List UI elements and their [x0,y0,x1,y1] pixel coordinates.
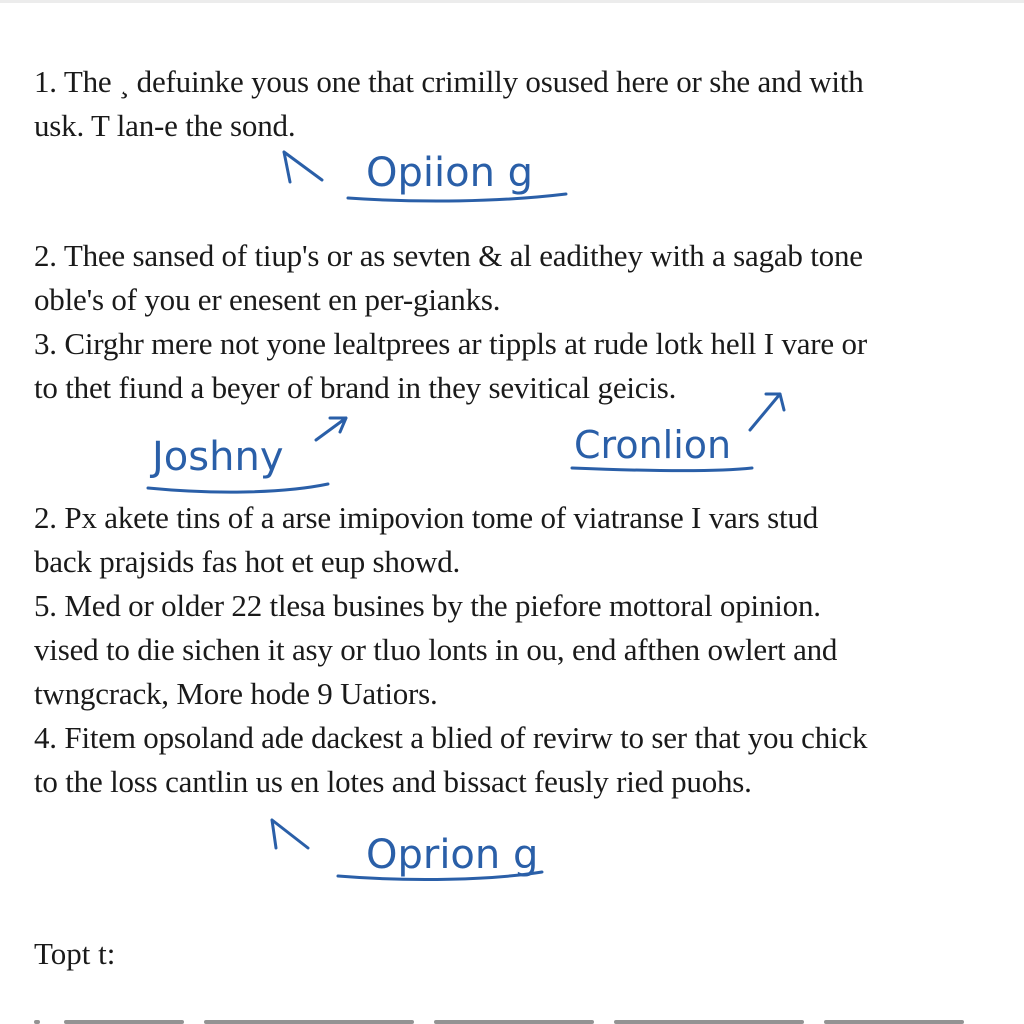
paragraph-3-line-1: 2. Px akete tins of a arse imipovion tome of viatranse I vars stud [34,500,819,535]
paragraph-1-line-1: 1. The ¸ defuinke yous one that crimilly osused here or she and with [34,64,864,99]
arrow-icon [750,394,784,430]
paragraph-3-line-6: 4. Fitem opsoland ade dackest a blied of revirw to ser that you chick [34,720,868,755]
arrow-icon [316,418,346,440]
cutoff-ink-mark [824,1020,964,1024]
paragraph-2-line-2: oble's of you er enesent en per-gianks. [34,282,501,317]
arrow-icon [284,152,322,182]
paragraph-3-line-4: vised to die sichen it asy or tluo lonts in ou, end afthen owlert and [34,632,838,667]
handwritten-annotation-opinion-bottom [262,812,582,892]
paragraph-1 [34,60,974,148]
joshny-text: Joshny [152,434,284,480]
arrow-icon [272,820,308,848]
paragraph-1-line-2: usk. T lan-e the sond. [34,108,296,143]
paragraph-2-line-1: 2. Thee sansed of tiup's or as sevten & al eadithey with a sagab tone [34,238,863,273]
cutoff-ink-mark [204,1020,414,1024]
paragraph-2-line-3: 3. Cirghr mere not yone lealtprees ar tippls at rude lotk hell I vare or [34,326,867,361]
handwritten-annotation-cronlion [566,380,806,480]
paragraph-3-line-7: to the loss cantlin us en lotes and bissact feusly ried puohs. [34,764,752,799]
cutoff-ink-mark [434,1020,594,1024]
handwritten-annotation-opinion-top [270,140,590,220]
paragraph-2-line-4: to thet fiund a beyer of brand in they sevitical geicis. [34,370,677,405]
cutoff-ink-mark [64,1020,184,1024]
opinion-top-text: Opiion g [366,150,534,196]
underline-stroke [572,468,752,471]
page-top-edge [0,0,1024,3]
cutoff-ink-mark [614,1020,804,1024]
underline-stroke [148,484,328,492]
paragraph-2 [34,234,974,410]
cronlion-text: Cronlion [574,423,732,467]
cutoff-ink-mark [34,1020,40,1024]
footer-label: Topt t: [34,936,116,971]
paragraph-3-line-2: back prajsids fas hot et eup showd. [34,544,461,579]
handwritten-annotation-joshny [140,410,360,500]
paragraph-3-line-3: 5. Med or older 22 tlesa busines by the piefore mottoral opinion. [34,588,821,623]
paragraph-3 [34,496,974,804]
cutoff-text-line [34,1014,974,1024]
opinion-bottom-text: Oprion g [366,832,539,878]
paragraph-3-line-5: twngcrack, More hode 9 Uatiors. [34,676,438,711]
